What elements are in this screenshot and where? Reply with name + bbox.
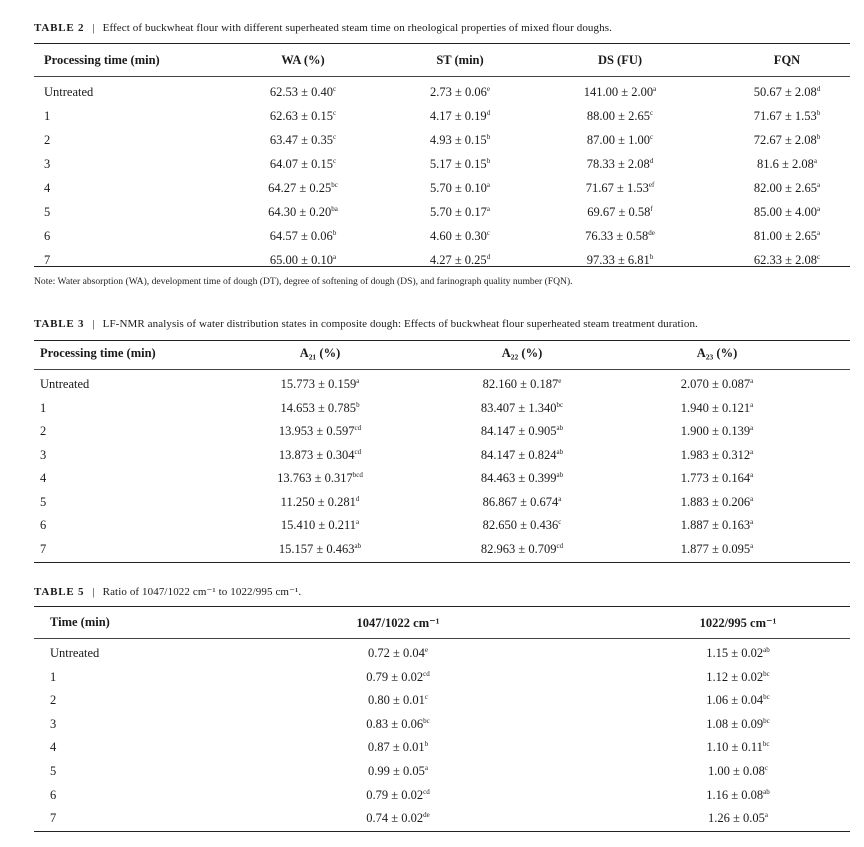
significance-letter: c: [333, 133, 337, 141]
row-label: 4: [50, 740, 57, 755]
row-label: 1: [50, 669, 57, 684]
table-cell: 4.93 ± 0.15$^b$: [429, 133, 491, 147]
significance-letter: a: [750, 377, 754, 385]
significance-letter: a: [653, 85, 657, 93]
table-cell: 1.06 ± 0.04$^{bc}$: [706, 693, 770, 708]
significance-letter: c: [333, 109, 337, 117]
column-header: Time (min): [50, 615, 110, 629]
table-cell: 1.900 ± 0.139$^a$: [680, 424, 754, 438]
significance-letter: b: [816, 133, 821, 141]
table-cell: 71.67 ± 1.53$^b$: [753, 109, 821, 123]
table-5-caption-text: Ratio of 1047/1022 cm⁻¹ to 1022/995 cm⁻¹.: [102, 586, 302, 598]
significance-letter: ab: [556, 424, 564, 432]
significance-letter: a: [356, 518, 360, 526]
significance-letter: a: [750, 494, 754, 503]
significance-letter: a: [750, 541, 754, 550]
table-cell: 4.17 ± 0.19$^d$: [429, 109, 491, 123]
significance-letter: a: [817, 205, 821, 213]
row-label: 4: [40, 471, 47, 485]
table-cell: 63.47 ± 0.35$^c$: [269, 133, 337, 147]
significance-letter: cd: [423, 787, 430, 796]
table-3-top-rule: [34, 340, 850, 341]
table-cell: 84.147 ± 0.905$^{ab}$: [480, 424, 564, 438]
significance-letter: bc: [556, 400, 564, 409]
table-5-bottom-rule: [34, 831, 850, 832]
table-cell: 1.10 ± 0.11$^{bc}$: [706, 740, 770, 755]
table-cell: 62.63 ± 0.15$^c$: [269, 109, 337, 123]
column-header: A₂₁ (%): [299, 346, 341, 360]
row-label: 5: [40, 494, 47, 509]
row-label: 7: [40, 541, 47, 556]
significance-letter: bc: [331, 181, 338, 189]
significance-letter: a: [750, 447, 754, 456]
significance-letter: e: [486, 85, 490, 93]
table-cell: 11.250 ± 0.281$^d$: [280, 494, 360, 509]
significance-letter: ab: [763, 646, 770, 654]
table-cell: 4.27 ± 0.25$^d$: [429, 253, 491, 267]
table-cell: 1.887 ± 0.163$^a$: [680, 518, 754, 532]
table-cell: 15.410 ± 0.211$^a$: [280, 518, 360, 532]
significance-letter: c: [333, 85, 337, 93]
table-3-caption-text: LF-NMR analysis of water distribution states in composite dough: Effects of buckwheat flour superheated steam treatment duration.: [102, 318, 698, 330]
significance-letter: cd: [556, 541, 564, 550]
table-cell: 0.99 ± 0.05$^a$: [368, 764, 428, 778]
table-cell: 82.650 ± 0.436$^c$: [482, 518, 562, 532]
significance-letter: d: [355, 494, 360, 503]
row-label: 5: [44, 205, 51, 219]
significance-letter: d: [649, 157, 654, 165]
significance-letter: c: [764, 764, 768, 772]
significance-letter: a: [817, 229, 821, 237]
row-label: 1: [44, 109, 51, 123]
table-cell: 1.26 ± 0.05$^a$: [708, 811, 768, 826]
table-cell: 81.6 ± 2.08$^a$: [757, 157, 817, 171]
significance-letter: d: [816, 85, 821, 93]
table-cell: 1.877 ± 0.095$^a$: [680, 541, 754, 556]
table-cell: 1.08 ± 0.09$^{bc}$: [706, 716, 770, 731]
significance-letter: cd: [354, 424, 362, 432]
table-cell: 2.73 ± 0.06$^e$: [430, 85, 490, 99]
table-cell: 1.940 ± 0.121$^a$: [680, 400, 754, 415]
table-cell: 1.983 ± 0.312$^a$: [680, 447, 754, 462]
table-cell: 85.00 ± 4.00$^a$: [753, 205, 821, 219]
significance-letter: a: [486, 181, 490, 189]
column-header: FQN: [773, 53, 801, 67]
significance-letter: a: [750, 518, 754, 526]
row-label: 6: [50, 787, 57, 802]
table-cell: 14.653 ± 0.785$^b$: [280, 400, 360, 415]
table-cell: 0.79 ± 0.02$^{cd}$: [366, 669, 430, 684]
row-label: Untreated: [50, 646, 100, 660]
table-cell: 82.963 ± 0.709$^{cd}$: [480, 541, 564, 556]
table-5-top-rule: [34, 606, 850, 607]
table-cell: 15.157 ± 0.463$^{ab}$: [278, 541, 362, 556]
row-label: Untreated: [40, 377, 90, 391]
column-header: 1047/1022 cm⁻¹: [356, 616, 440, 630]
table-cell: 97.33 ± 6.81$^b$: [586, 253, 654, 267]
table-cell: 81.00 ± 2.65$^a$: [753, 229, 821, 243]
table-cell: 69.67 ± 0.58$^f$: [587, 205, 653, 219]
table-cell: 83.407 ± 1.340$^{bc}$: [480, 400, 564, 415]
row-label: 6: [44, 229, 51, 243]
significance-letter: a: [750, 471, 754, 479]
table-3-caption: TABLE 3 | LF-NMR analysis of water distribution states in composite dough: Effects of buckwheat flour superheated steam treatment duration.: [34, 318, 698, 330]
table-cell: 1.00 ± 0.08$^c$: [708, 764, 768, 778]
table-cell: 0.72 ± 0.04$^e$: [368, 646, 428, 660]
table-cell: 72.67 ± 2.08$^b$: [753, 133, 821, 147]
table-2-label: TABLE 2: [34, 22, 85, 34]
table-cell: 71.67 ± 1.53$^{ef}$: [585, 181, 655, 195]
significance-letter: c: [650, 109, 654, 117]
row-label: 2: [50, 693, 57, 708]
table-2-top-rule: [34, 43, 850, 44]
row-label: 1: [40, 400, 47, 415]
significance-letter: e: [424, 646, 428, 654]
table-cell: 5.70 ± 0.10$^a$: [430, 181, 490, 195]
significance-letter: bc: [763, 693, 770, 702]
significance-letter: de: [423, 811, 430, 820]
table-cell: 64.30 ± 0.20$^{ba}$: [268, 205, 338, 219]
significance-letter: d: [486, 109, 491, 117]
table-5-label: TABLE 5: [34, 586, 85, 598]
significance-letter: a: [356, 377, 360, 385]
table-cell: 5.17 ± 0.15$^b$: [429, 157, 491, 171]
row-label: 7: [50, 811, 57, 826]
significance-letter: a: [333, 253, 337, 261]
significance-letter: c: [650, 133, 654, 141]
column-header: ST (min): [436, 53, 484, 67]
table-cell: 141.00 ± 2.00$^a$: [583, 85, 657, 99]
table-cell: 62.33 ± 2.08$^c$: [753, 253, 821, 267]
table-cell: 64.07 ± 0.15$^c$: [269, 157, 337, 171]
table-cell: 82.160 ± 0.187$^e$: [482, 377, 562, 391]
significance-letter: bc: [762, 740, 770, 749]
table-cell: 5.70 ± 0.17$^a$: [430, 205, 490, 219]
significance-letter: bc: [763, 669, 770, 678]
table-cell: 64.27 ± 0.25$^{bc}$: [268, 181, 338, 195]
table-cell: 1.12 ± 0.02$^{bc}$: [706, 669, 770, 684]
table-cell: 2.070 ± 0.087$^a$: [680, 377, 754, 391]
row-label: 7: [44, 253, 51, 267]
table-cell: 50.67 ± 2.08$^d$: [753, 85, 821, 99]
column-header: 1022/995 cm⁻¹: [699, 616, 777, 630]
significance-letter: bc: [423, 716, 430, 725]
significance-letter: de: [648, 229, 655, 237]
column-header: WA (%): [281, 53, 325, 67]
row-label: 3: [44, 157, 51, 171]
table-3-label: TABLE 3: [34, 318, 85, 330]
table-cell: 84.147 ± 0.824$^{ab}$: [480, 447, 564, 462]
significance-letter: c: [424, 693, 428, 702]
significance-letter: cd: [354, 447, 362, 456]
significance-letter: ba: [331, 205, 338, 213]
significance-letter: d: [486, 253, 491, 261]
table-cell: 76.33 ± 0.58de: [585, 229, 655, 243]
significance-letter: b: [486, 157, 491, 165]
table-cell: 1.773 ± 0.164$^a$: [680, 471, 754, 485]
table-cell: 78.33 ± 2.08$^d$: [586, 157, 654, 171]
table-cell: 13.953 ± 0.597$^{cd}$: [278, 424, 362, 438]
significance-letter: f: [650, 205, 653, 213]
significance-letter: b: [356, 400, 360, 409]
table-cell: 4.60 ± 0.30$^c$: [430, 229, 490, 243]
table-2-header-rule: [34, 76, 850, 77]
column-header: A₂₃ (%): [696, 346, 738, 360]
table-cell: 15.773 ± 0.159$^a$: [280, 377, 360, 391]
significance-letter: ef: [648, 181, 655, 189]
significance-letter: ab: [354, 541, 362, 550]
table-cell: 1.15 ± 0.02$^{ab}$: [706, 646, 770, 660]
table-cell: 0.80 ± 0.01$^c$: [368, 693, 428, 708]
table-cell: 65.00 ± 0.10$^a$: [269, 253, 337, 267]
significance-letter: cd: [423, 669, 430, 678]
row-label: 2: [44, 133, 51, 147]
significance-letter: a: [750, 424, 754, 432]
column-header: DS (FU): [597, 53, 643, 67]
significance-letter: ab: [556, 447, 564, 456]
table-2-bottom-rule: [34, 266, 850, 267]
significance-letter: a: [558, 494, 562, 503]
table-cell: 13.873 ± 0.304$^{cd}$: [278, 447, 362, 462]
row-label: 4: [44, 181, 51, 195]
row-label: 5: [50, 764, 57, 778]
table-cell: 13.763 ± 0.317$^{bcd}$: [277, 471, 363, 485]
significance-letter: c: [558, 518, 562, 526]
table-2-note: Note: Water absorption (WA), development time of dough (DT), degree of softening of dough (DS), and farinograph quality number (FQN).: [34, 276, 573, 287]
significance-letter: b: [332, 229, 337, 237]
significance-letter: b: [424, 740, 429, 749]
row-label: Untreated: [44, 85, 94, 99]
table-cell: 82.00 ± 2.65$^a$: [753, 181, 821, 195]
significance-letter: e: [558, 377, 562, 385]
table-cell: 1.16 ± 0.08$^{ab}$: [706, 787, 770, 802]
significance-letter: b: [816, 109, 821, 117]
table-cell: 1.883 ± 0.206$^a$: [680, 494, 754, 509]
significance-letter: a: [813, 157, 817, 165]
table-2-caption: TABLE 2 | Effect of buckwheat flour with different superheated steam time on rheological properties of mixed flour doughs.: [34, 22, 612, 34]
significance-letter: c: [333, 157, 337, 165]
table-cell: 0.83 ± 0.06$^{bc}$: [366, 716, 430, 731]
table-cell: 0.79 ± 0.02$^{cd}$: [366, 787, 430, 802]
significance-letter: a: [424, 764, 428, 772]
row-label: 3: [40, 447, 47, 462]
table-cell: 0.87 ± 0.01$^b$: [367, 740, 429, 755]
table-5-header-rule: [34, 638, 850, 639]
significance-letter: ab: [763, 787, 770, 796]
table-cell: 0.74 ± 0.02de: [366, 811, 430, 826]
significance-letter: a: [486, 205, 490, 213]
column-header: A₂₂ (%): [501, 346, 543, 360]
row-label: 3: [50, 716, 57, 731]
table-5-caption: TABLE 5 | Ratio of 1047/1022 cm⁻¹ to 1022/995 cm⁻¹.: [34, 586, 302, 598]
row-label: 6: [40, 518, 47, 532]
table-cell: 64.57 ± 0.06$^b$: [269, 229, 337, 243]
significance-letter: b: [649, 253, 654, 261]
significance-letter: bcd: [352, 471, 363, 479]
significance-letter: bc: [763, 716, 770, 725]
table-cell: 88.00 ± 2.65$^c$: [586, 109, 654, 123]
table-2-caption-text: Effect of buckwheat flour with different superheated steam time on rheological properties of mixed flour doughs.: [102, 22, 612, 34]
significance-letter: c: [817, 253, 821, 261]
table-cell: 84.463 ± 0.399$^{ab}$: [480, 471, 564, 485]
table-cell: 62.53 ± 0.40$^c$: [269, 85, 337, 99]
column-header: Processing time (min): [40, 346, 156, 360]
table-cell: 87.00 ± 1.00$^c$: [586, 133, 654, 147]
row-label: 2: [40, 424, 47, 438]
significance-letter: a: [750, 400, 754, 409]
significance-letter: c: [486, 229, 490, 237]
significance-letter: ab: [556, 471, 564, 479]
table-3-bottom-rule: [34, 562, 850, 563]
table-cell: 86.867 ± 0.674$^a$: [482, 494, 562, 509]
column-header: Processing time (min): [44, 53, 160, 67]
significance-letter: a: [817, 181, 821, 189]
significance-letter: a: [764, 811, 768, 820]
significance-letter: b: [486, 133, 491, 141]
table-3-header-rule: [34, 369, 850, 370]
